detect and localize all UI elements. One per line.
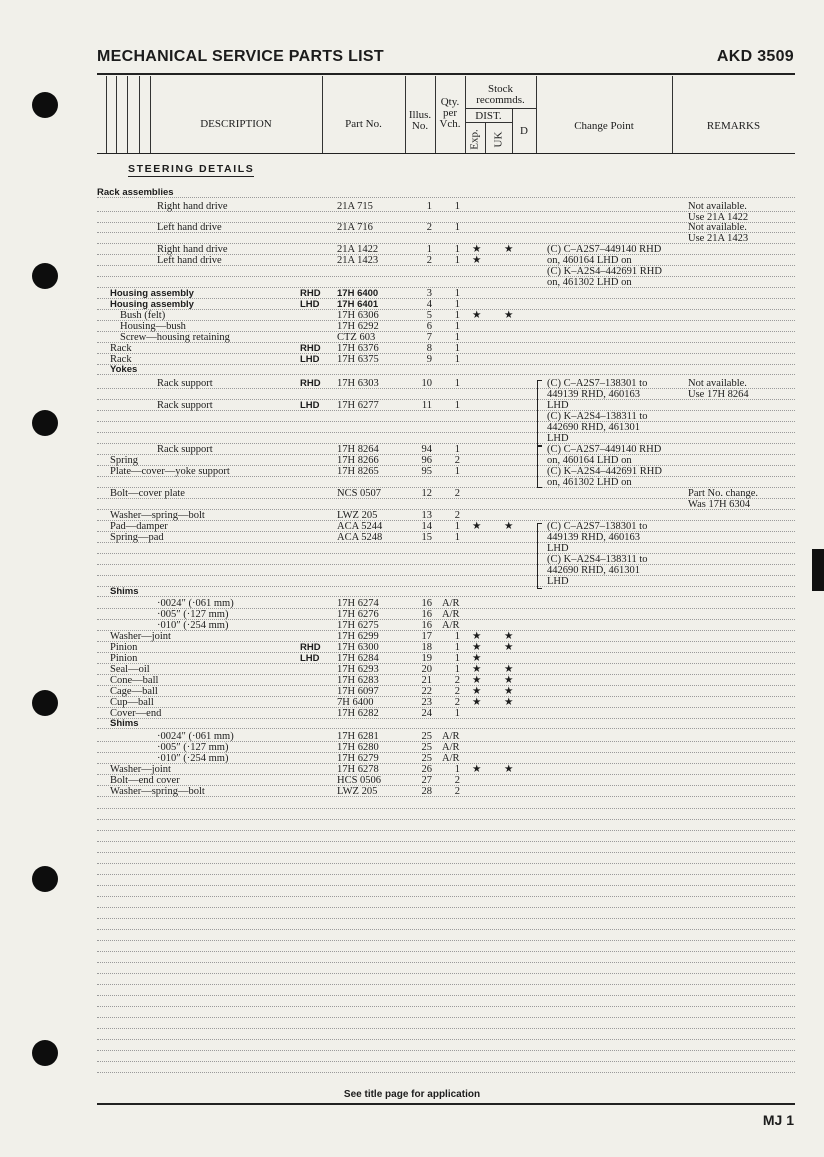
ruled-line — [97, 1028, 795, 1029]
part-number: 17H 6276 — [337, 609, 379, 620]
ruled-line — [97, 1017, 795, 1018]
part-number: 17H 8264 — [337, 444, 379, 455]
quantity: 2 — [454, 697, 460, 708]
part-description: Seal—oil — [110, 664, 150, 675]
part-number: 17H 6303 — [337, 378, 379, 389]
change-point-text: on, 461302 LHD on — [547, 277, 632, 288]
remarks-text: Use 17H 8264 — [688, 389, 749, 400]
quantity: 1 — [454, 255, 460, 266]
binder-hole — [32, 1040, 58, 1066]
ruled-line — [97, 841, 795, 842]
part-description: ·0024″ (·061 mm) — [157, 731, 234, 742]
illus-number: 24 — [421, 708, 432, 719]
hand-of-drive: RHD — [300, 378, 321, 389]
col-qty-2: per — [442, 107, 458, 119]
stock-stars: ★ ★ — [472, 310, 524, 321]
quantity: 1 — [454, 378, 460, 389]
quantity: A/R — [442, 742, 460, 753]
ruled-line — [97, 973, 795, 974]
hand-of-drive: LHD — [300, 400, 320, 411]
illus-number: 18 — [421, 642, 432, 653]
change-point-text: (C) K–A2S4–442691 RHD — [547, 266, 662, 277]
part-description: Bush (felt) — [120, 310, 166, 321]
illus-number: 94 — [421, 444, 432, 455]
change-point-bracket — [537, 380, 542, 446]
quantity: 1 — [454, 631, 460, 642]
ruled-line — [97, 940, 795, 941]
illus-number: 22 — [421, 686, 432, 697]
part-number: 17H 6282 — [337, 708, 379, 719]
quantity: 1 — [454, 532, 460, 543]
remarks-text: Was 17H 6304 — [688, 499, 751, 510]
ruled-line — [97, 1006, 795, 1007]
part-description: Rack assemblies — [97, 187, 174, 198]
quantity: A/R — [442, 753, 460, 764]
col-dist: DIST. — [475, 110, 502, 122]
part-description: Rack support — [157, 378, 213, 389]
page-title: MECHANICAL SERVICE PARTS LIST — [97, 48, 384, 65]
change-point-text: (C) C–A2S7–449140 RHD — [547, 244, 662, 255]
remarks-text: Part No. change. — [688, 488, 758, 499]
illus-number: 28 — [421, 786, 432, 797]
part-description: Cover—end — [110, 708, 162, 719]
quantity: 1 — [454, 244, 460, 255]
stock-stars: ★ ★ — [472, 686, 524, 697]
part-description: ·010″ (·254 mm) — [157, 753, 229, 764]
change-point-text: 449139 RHD, 460163 — [547, 532, 641, 543]
illus-number: 19 — [421, 653, 432, 664]
part-number: 17H 6278 — [337, 764, 379, 775]
col-description: DESCRIPTION — [200, 118, 272, 130]
stock-stars: ★ ★ — [472, 631, 524, 642]
part-description: ·010″ (·254 mm) — [157, 620, 229, 631]
stock-stars: ★ ★ — [472, 697, 524, 708]
change-point-text: LHD — [547, 543, 569, 554]
part-number: 17H 6275 — [337, 620, 379, 631]
part-description: Washer—joint — [110, 631, 171, 642]
col-stock-1: Stock — [487, 83, 514, 95]
binder-hole — [32, 690, 58, 716]
part-description: Bolt—end cover — [110, 775, 180, 786]
illus-number: 8 — [426, 343, 432, 354]
quantity: 1 — [454, 466, 460, 477]
ruled-line — [97, 929, 795, 930]
part-number: 17H 6376 — [337, 343, 379, 354]
quantity: 1 — [454, 764, 460, 775]
part-number: 17H 6300 — [337, 642, 379, 653]
part-number: CTZ 603 — [337, 332, 376, 343]
change-point-text: 442690 RHD, 461301 — [547, 422, 641, 433]
illus-number: 21 — [421, 675, 432, 686]
quantity: 1 — [454, 521, 460, 532]
ruled-line — [97, 984, 795, 985]
stock-stars: ★ ★ — [472, 642, 524, 653]
stock-stars: ★ ★ — [472, 521, 524, 532]
illus-number: 9 — [426, 354, 432, 365]
part-description: Shims — [110, 718, 139, 729]
quantity: 1 — [454, 653, 460, 664]
part-number: 17H 6274 — [337, 598, 379, 609]
hand-of-drive: RHD — [300, 288, 321, 299]
part-number: 17H 6306 — [337, 310, 379, 321]
illus-number: 6 — [426, 321, 432, 332]
stock-stars: ★ ★ — [472, 764, 524, 775]
change-point-text: LHD — [547, 433, 569, 444]
col-d: D — [520, 125, 528, 137]
hand-of-drive: LHD — [300, 354, 320, 365]
ruled-line — [97, 885, 795, 886]
quantity: 2 — [454, 686, 460, 697]
remarks-text: Not available. — [688, 201, 747, 212]
change-point-text: (C) C–A2S7–449140 RHD — [547, 444, 662, 455]
col-uk: UK — [492, 131, 505, 148]
part-number: 21A 1423 — [337, 255, 379, 266]
quantity: 1 — [454, 664, 460, 675]
hand-of-drive: LHD — [300, 299, 320, 310]
illus-number: 14 — [421, 521, 432, 532]
part-number: HCS 0506 — [337, 775, 382, 786]
illus-number: 16 — [421, 620, 432, 631]
ruled-line — [97, 586, 795, 587]
part-number: 17H 6293 — [337, 664, 379, 675]
part-description: ·005″ (·127 mm) — [157, 742, 229, 753]
ruled-line — [97, 819, 795, 820]
col-illus-2: No. — [411, 120, 429, 132]
ruled-line — [97, 918, 795, 919]
col-change-point: Change Point — [574, 120, 634, 132]
part-description: Bolt—cover plate — [110, 488, 185, 499]
change-point-text: (C) K–A2S4–138311 to — [547, 411, 648, 422]
illus-number: 12 — [421, 488, 432, 499]
ruled-line — [97, 808, 795, 809]
section-tab — [812, 549, 824, 591]
quantity: 1 — [454, 642, 460, 653]
ruled-line — [97, 995, 795, 996]
ruled-line — [97, 432, 795, 433]
part-description: Washer—spring—bolt — [110, 786, 205, 797]
illus-number: 2 — [426, 222, 432, 233]
part-number: LWZ 205 — [337, 786, 378, 797]
ruled-line — [97, 874, 795, 875]
page-number: MJ 1 — [762, 1112, 794, 1128]
ruled-line — [97, 197, 795, 198]
part-description: Pad—damper — [110, 521, 168, 532]
part-description: Housing assembly — [110, 288, 194, 299]
footer-note: See title page for application — [343, 1089, 481, 1100]
remarks-text: Use 21A 1423 — [688, 233, 749, 244]
part-number: 17H 6400 — [337, 288, 379, 299]
part-number: NCS 0507 — [337, 488, 382, 499]
quantity: A/R — [442, 609, 460, 620]
col-qty-3: Vch. — [439, 118, 461, 130]
part-number: 17H 6097 — [337, 686, 379, 697]
change-point-text: on, 460164 LHD on — [547, 255, 632, 266]
part-number: 17H 6280 — [337, 742, 379, 753]
part-description: Left hand drive — [157, 255, 222, 266]
change-point-text: (C) C–A2S7–138301 to — [547, 378, 648, 389]
hand-of-drive: RHD — [300, 642, 321, 653]
binder-hole — [32, 866, 58, 892]
part-description: Pinion — [110, 642, 138, 653]
ruled-line — [97, 421, 795, 422]
quantity: 1 — [454, 321, 460, 332]
illus-number: 10 — [421, 378, 432, 389]
part-number: LWZ 205 — [337, 510, 378, 521]
illus-number: 16 — [421, 609, 432, 620]
illus-number: 23 — [421, 697, 432, 708]
ruled-line — [97, 596, 795, 597]
illus-number: 4 — [426, 299, 432, 310]
illus-number: 25 — [421, 753, 432, 764]
hand-of-drive: LHD — [300, 653, 320, 664]
quantity: 1 — [454, 708, 460, 719]
part-description: Cone—ball — [110, 675, 159, 686]
ruled-line — [97, 896, 795, 897]
part-number: 17H 6283 — [337, 675, 379, 686]
part-number: 17H 6292 — [337, 321, 379, 332]
illus-number: 26 — [421, 764, 432, 775]
remarks-text: Use 21A 1422 — [688, 212, 749, 223]
quantity: 1 — [454, 310, 460, 321]
footer-rule — [97, 1103, 795, 1105]
section-title: STEERING DETAILS — [128, 163, 255, 175]
ruled-line — [97, 1050, 795, 1051]
col-stock-2: recommds. — [476, 94, 525, 106]
part-description: Yokes — [110, 364, 138, 375]
part-number: ACA 5244 — [337, 521, 383, 532]
illus-number: 16 — [421, 598, 432, 609]
illus-number: 11 — [421, 400, 432, 411]
change-point-text: on, 461302 LHD on — [547, 477, 632, 488]
part-description: Right hand drive — [157, 201, 228, 212]
col-part-no: Part No. — [345, 118, 382, 130]
part-number: ACA 5248 — [337, 532, 383, 543]
part-description: Rack — [110, 343, 132, 354]
change-point-text: (C) K–A2S4–442691 RHD — [547, 466, 662, 477]
part-description: Housing—bush — [120, 321, 186, 332]
ruled-line — [97, 830, 795, 831]
part-description: ·0024″ (·061 mm) — [157, 598, 234, 609]
illus-number: 7 — [426, 332, 432, 343]
part-description: Spring — [110, 455, 139, 466]
part-description: Cage—ball — [110, 686, 158, 697]
change-point-text: LHD — [547, 576, 569, 587]
ruled-line — [97, 1039, 795, 1040]
col-remarks: REMARKS — [706, 120, 761, 132]
stock-stars: ★ ★ — [472, 664, 524, 675]
part-description: Rack support — [157, 444, 213, 455]
part-description: Housing assembly — [110, 299, 194, 310]
ruled-line — [97, 907, 795, 908]
part-number: 21A 1422 — [337, 244, 379, 255]
quantity: 1 — [454, 201, 460, 212]
quantity: 1 — [454, 332, 460, 343]
ruled-line — [97, 728, 795, 729]
part-number: 21A 715 — [337, 201, 373, 212]
col-qty-1: Qty. — [440, 96, 460, 108]
document-code: AKD 3509 — [716, 48, 794, 65]
ruled-line — [97, 962, 795, 963]
part-description: Rack support — [157, 400, 213, 411]
change-point-bracket — [537, 446, 542, 488]
part-number: 17H 8265 — [337, 466, 379, 477]
quantity: 2 — [454, 510, 460, 521]
illus-number: 27 — [421, 775, 432, 786]
quantity: 1 — [454, 222, 460, 233]
part-number: 17H 8266 — [337, 455, 379, 466]
part-description: Left hand drive — [157, 222, 222, 233]
illus-number: 1 — [426, 244, 432, 255]
ruled-line — [97, 863, 795, 864]
quantity: 2 — [454, 488, 460, 499]
quantity: A/R — [442, 620, 460, 631]
stock-stars: ★ ★ — [472, 675, 524, 686]
change-point-text: on, 460164 LHD on — [547, 455, 632, 466]
part-number: 17H 6277 — [337, 400, 379, 411]
part-number: 17H 6284 — [337, 653, 379, 664]
col-exp: Exp. — [468, 129, 481, 150]
change-point-text: (C) C–A2S7–138301 to — [547, 521, 648, 532]
binder-hole — [32, 263, 58, 289]
illus-number: 5 — [426, 310, 432, 321]
change-point-text: LHD — [547, 400, 569, 411]
part-description: Shims — [110, 586, 139, 597]
hand-of-drive: RHD — [300, 343, 321, 354]
col-illus-1: Illus. — [408, 109, 432, 121]
ruled-line — [97, 564, 795, 565]
part-description: ·005″ (·127 mm) — [157, 609, 229, 620]
part-number: 17H 6279 — [337, 753, 379, 764]
quantity: A/R — [442, 731, 460, 742]
illus-number: 15 — [421, 532, 432, 543]
quantity: 2 — [454, 675, 460, 686]
ruled-line — [97, 1061, 795, 1062]
ruled-line — [97, 553, 795, 554]
quantity: 2 — [454, 775, 460, 786]
illus-number: 96 — [421, 455, 432, 466]
ruled-line — [97, 1072, 795, 1073]
change-point-text: 442690 RHD, 461301 — [547, 565, 641, 576]
ruled-line — [97, 276, 795, 277]
quantity: 2 — [454, 786, 460, 797]
ruled-line — [97, 852, 795, 853]
part-description: Screw—housing retaining — [120, 332, 230, 343]
illus-number: 17 — [421, 631, 432, 642]
stock-stars: ★ — [472, 653, 492, 664]
illus-number: 20 — [421, 664, 432, 675]
binder-hole — [32, 410, 58, 436]
part-number: 17H 6281 — [337, 731, 379, 742]
quantity: 2 — [454, 455, 460, 466]
part-description: Plate—cover—yoke support — [110, 466, 230, 477]
illus-number: 95 — [421, 466, 432, 477]
illus-number: 2 — [426, 255, 432, 266]
illus-number: 3 — [426, 288, 432, 299]
stock-stars: ★ ★ — [472, 244, 524, 255]
part-number: 17H 6299 — [337, 631, 379, 642]
change-point-text: 449139 RHD, 460163 — [547, 389, 641, 400]
part-description: Rack — [110, 354, 132, 365]
ruled-line — [97, 951, 795, 952]
quantity: 1 — [454, 354, 460, 365]
ruled-line — [97, 575, 795, 576]
part-description: Pinion — [110, 653, 138, 664]
quantity: 1 — [454, 400, 460, 411]
header-rule — [97, 73, 795, 75]
quantity: A/R — [442, 598, 460, 609]
quantity: 1 — [454, 343, 460, 354]
illus-number: 13 — [421, 510, 432, 521]
part-number: 21A 716 — [337, 222, 373, 233]
change-point-text: (C) K–A2S4–138311 to — [547, 554, 648, 565]
illus-number: 25 — [421, 742, 432, 753]
part-number: 17H 6401 — [337, 299, 379, 310]
part-description: Washer—joint — [110, 764, 171, 775]
ruled-line — [97, 374, 795, 375]
illus-number: 1 — [426, 201, 432, 212]
quantity: 1 — [454, 444, 460, 455]
part-description: Washer—spring—bolt — [110, 510, 205, 521]
illus-number: 25 — [421, 731, 432, 742]
part-description: Cup—ball — [110, 697, 154, 708]
change-point-bracket — [537, 523, 542, 589]
quantity: 1 — [454, 288, 460, 299]
part-number: 7H 6400 — [337, 697, 374, 708]
part-description: Spring—pad — [110, 532, 164, 543]
part-description: Right hand drive — [157, 244, 228, 255]
remarks-text: Not available. — [688, 222, 747, 233]
quantity: 1 — [454, 299, 460, 310]
remarks-text: Not available. — [688, 378, 747, 389]
part-number: 17H 6375 — [337, 354, 379, 365]
binder-hole — [32, 92, 58, 118]
stock-stars: ★ — [472, 255, 492, 266]
